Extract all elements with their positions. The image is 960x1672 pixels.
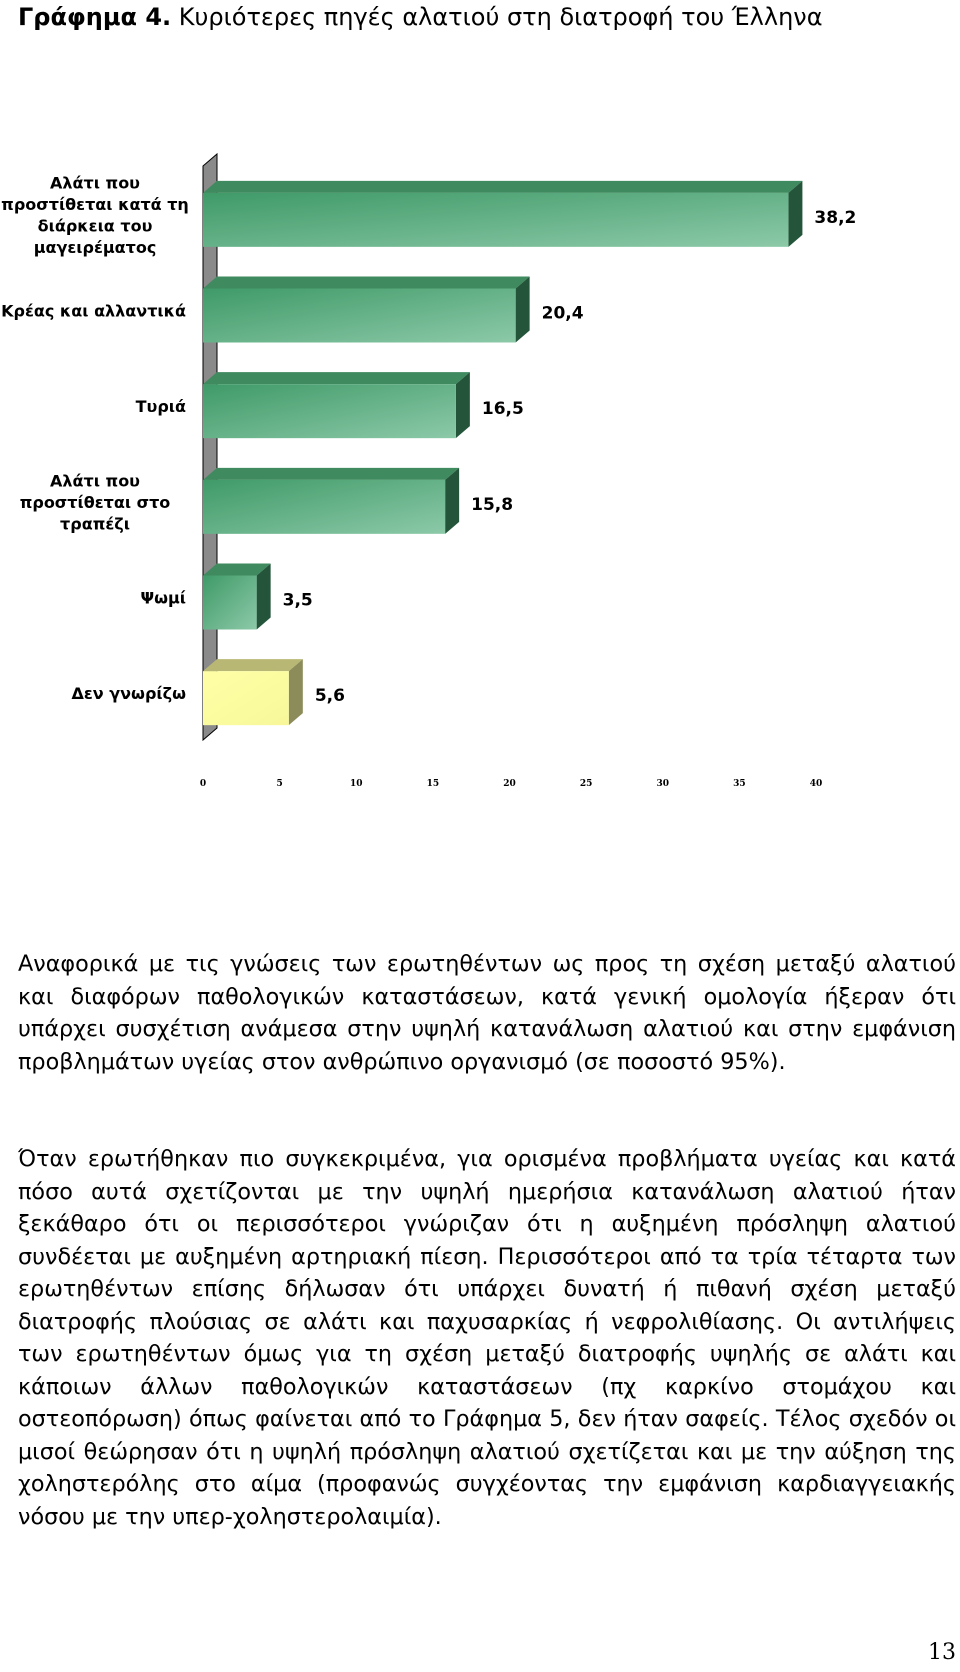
bar-top — [203, 372, 470, 384]
figure-caption-text: Κυριότερες πηγές αλατιού στη διατροφή του Έλληνα — [178, 3, 823, 31]
x-tick-label: 40 — [809, 779, 823, 789]
bar-top — [203, 468, 459, 480]
category-label-line: μαγειρέματος — [33, 237, 157, 257]
category-label — [136, 397, 186, 416]
figure-caption-label: Γράφημα 4. — [18, 3, 172, 31]
x-tick-label: 25 — [579, 779, 593, 789]
category-label — [140, 588, 186, 607]
x-tick-label: 35 — [733, 779, 746, 789]
data-label: 38,2 — [814, 207, 857, 228]
paragraph-knowledge: Αναφορικά με τις γνώσεις των ερωτηθέντων ως προς τη σχέση μεταξύ αλατιού και διαφόρων παθολογικών καταστάσεων, κατά γενική ομολογία ήξεραν ότι υπάρχει συσχέτιση ανάμεσα στην υψηλή κατανάλωση αλατιού και στην εμφάνιση προβλημάτων υγείας στον ανθρώπινο οργανισμό (σε ποσοστό 95%). — [18, 951, 956, 1075]
bar-top — [203, 659, 303, 671]
category-label-line: Αλάτι που — [50, 173, 140, 193]
category-label-line: προστίθεται κατά τη — [1, 194, 189, 214]
category-label-line: Τυριά — [135, 396, 186, 416]
x-tick-label: 15 — [426, 779, 440, 789]
category-label-line: τραπέζι — [60, 513, 130, 533]
salt-sources-chart — [0, 140, 960, 840]
page-number: 13 — [928, 1640, 956, 1665]
paragraph-health-problems: Όταν ερωτήθηκαν πιο συγκεκριμένα, για ορισμένα προβλήματα υγείας και κατά πόσο αυτά σχετίζονται με την υψηλή ημερήσια κατανάλωση αλατιού ήταν ξεκάθαρο ότι οι περισσότεροι γνώριζαν ότι η αυξημένη πρόσληψη αλατιού συνδέεται με αυξημένη αρτηριακή πίεση. Περισσότεροι από τα τρία τέταρτα των ερωτηθέντων επίσης δήλωσαν ότι υπάρχει δυνατή ή πιθανή σχέση μεταξύ διατροφής πλούσιας σε αλάτι και παχυσαρκίας ή νεφρολιθίασης. Οι αντιλήψεις των ερωτηθέντων όμως για τη σχέση μεταξύ διατροφής υψηλής σε αλάτι και κάποιων άλλων παθολογικών καταστάσεων (πχ καρκίνο στομάχου και οστεοπόρωση) όπως φαίνεται από το Γράφημα 5, δεν ήταν σαφείς. Τέλος σχεδόν οι μισοί θεώρησαν ότι η υψηλή πρόσληψη αλατιού σχετίζεται και με την αύξηση της χοληστερόλης στο αίμα (προφανώς συγχέοντας την εμφάνιση καρδιαγγειακής νόσου με την υπερ-χοληστερολαιμία). — [18, 1146, 956, 1530]
bar-top — [203, 181, 802, 193]
bar — [203, 384, 456, 438]
category-label — [1, 173, 189, 256]
category-label-line: Αλάτι που — [50, 470, 140, 490]
category-label-line: Κρέας και αλλαντικά — [1, 301, 186, 320]
bar — [203, 671, 289, 725]
data-label: 16,5 — [481, 399, 524, 420]
bar — [203, 576, 257, 630]
category-label — [71, 684, 186, 703]
data-label: 15,8 — [471, 494, 514, 515]
bar — [203, 289, 516, 343]
x-tick-label: 0 — [199, 779, 207, 789]
data-label: 20,4 — [541, 303, 584, 324]
data-label: 3,5 — [282, 590, 313, 611]
bar — [203, 480, 445, 534]
data-label: 5,6 — [314, 686, 345, 707]
x-tick-label: 5 — [276, 779, 283, 789]
x-tick-label: 20 — [503, 779, 516, 789]
bar — [203, 193, 788, 247]
category-label-line: Δεν γνωρίζω — [71, 683, 186, 703]
x-tick-label: 10 — [349, 779, 363, 789]
x-tick-label: 30 — [656, 779, 670, 789]
category-label-line: διάρκεια του — [37, 216, 153, 236]
category-label-line: προστίθεται στο — [19, 492, 171, 512]
bar-top — [203, 277, 530, 289]
category-label — [20, 471, 171, 533]
category-label-line: Ψωμί — [140, 588, 186, 607]
category-label — [1, 301, 186, 320]
figure-caption — [18, 2, 938, 32]
